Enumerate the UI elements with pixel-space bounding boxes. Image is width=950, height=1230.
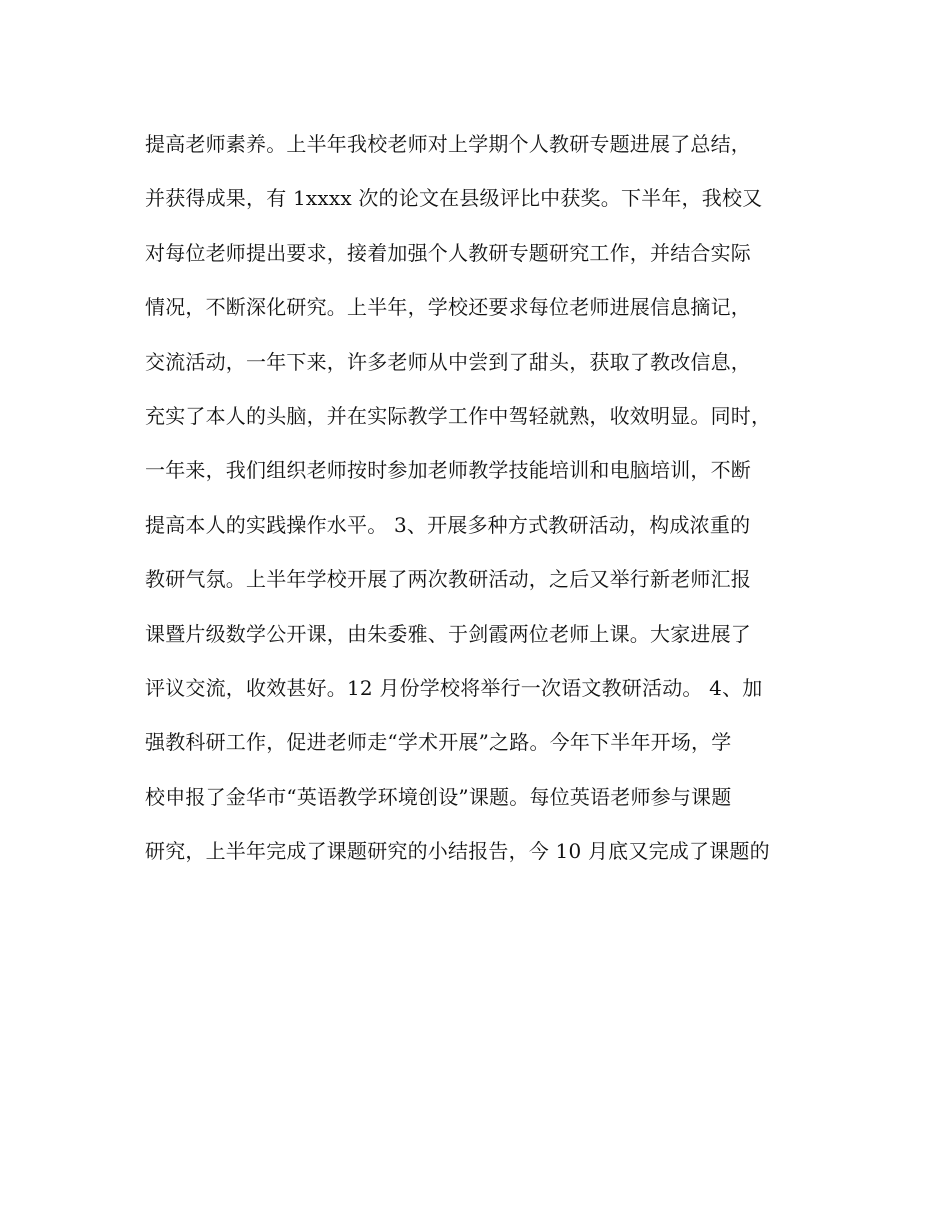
text-line-1: 提高老师素养。上半年我校老师对上学期个人教研专题进展了总结， xyxy=(145,132,751,156)
text-line-9: 教研气氛。上半年学校开展了两次教研活动，之后又举行新老师汇报 xyxy=(145,567,751,592)
text-line-3: 对每位老师提出要求，接着加强个人教研专题研究工作，并结合实际 xyxy=(145,240,751,265)
text-line-5: 交流活动，一年下来，许多老师从中尝到了甜头，获取了教改信息， xyxy=(145,349,751,374)
text-line-6: 充实了本人的头脑，并在实际教学工作中驾轻就熟，收效明显。同时， xyxy=(145,403,772,428)
text-line-4: 情况，不断深化研究。上半年，学校还要求每位老师进展信息摘记， xyxy=(145,295,751,320)
text-line-13: 校申报了金华市“英语教学环境创设”课题。每位英语老师参与课题 xyxy=(145,784,732,809)
text-line-12: 强教科研工作，促进老师走“学术开展”之路。今年下半年开场，学 xyxy=(145,730,732,755)
text-line-8: 提高本人的实践操作水平。 3、开展多种方式教研活动，构成浓重的 xyxy=(145,512,751,537)
text-line-7: 一年来，我们组织老师按时参加老师教学技能培训和电脑培训，不断 xyxy=(145,458,751,483)
text-line-11: 评议交流，收效甚好。12 月份学校将举行一次语文教研活动。 4、加 xyxy=(145,675,763,700)
body-text xyxy=(145,121,825,882)
text-line-10: 课暨片级数学公开课，由朱委雅、于剑霞两位老师上课。大家进展了 xyxy=(145,621,751,646)
text-line-2: 并获得成果，有 1xxxx 次的论文在县级评比中获奖。下半年，我校又 xyxy=(145,186,763,211)
text-line-14: 研究，上半年完成了课题研究的小结报告，今 10 月底又完成了课题的 xyxy=(145,839,770,864)
